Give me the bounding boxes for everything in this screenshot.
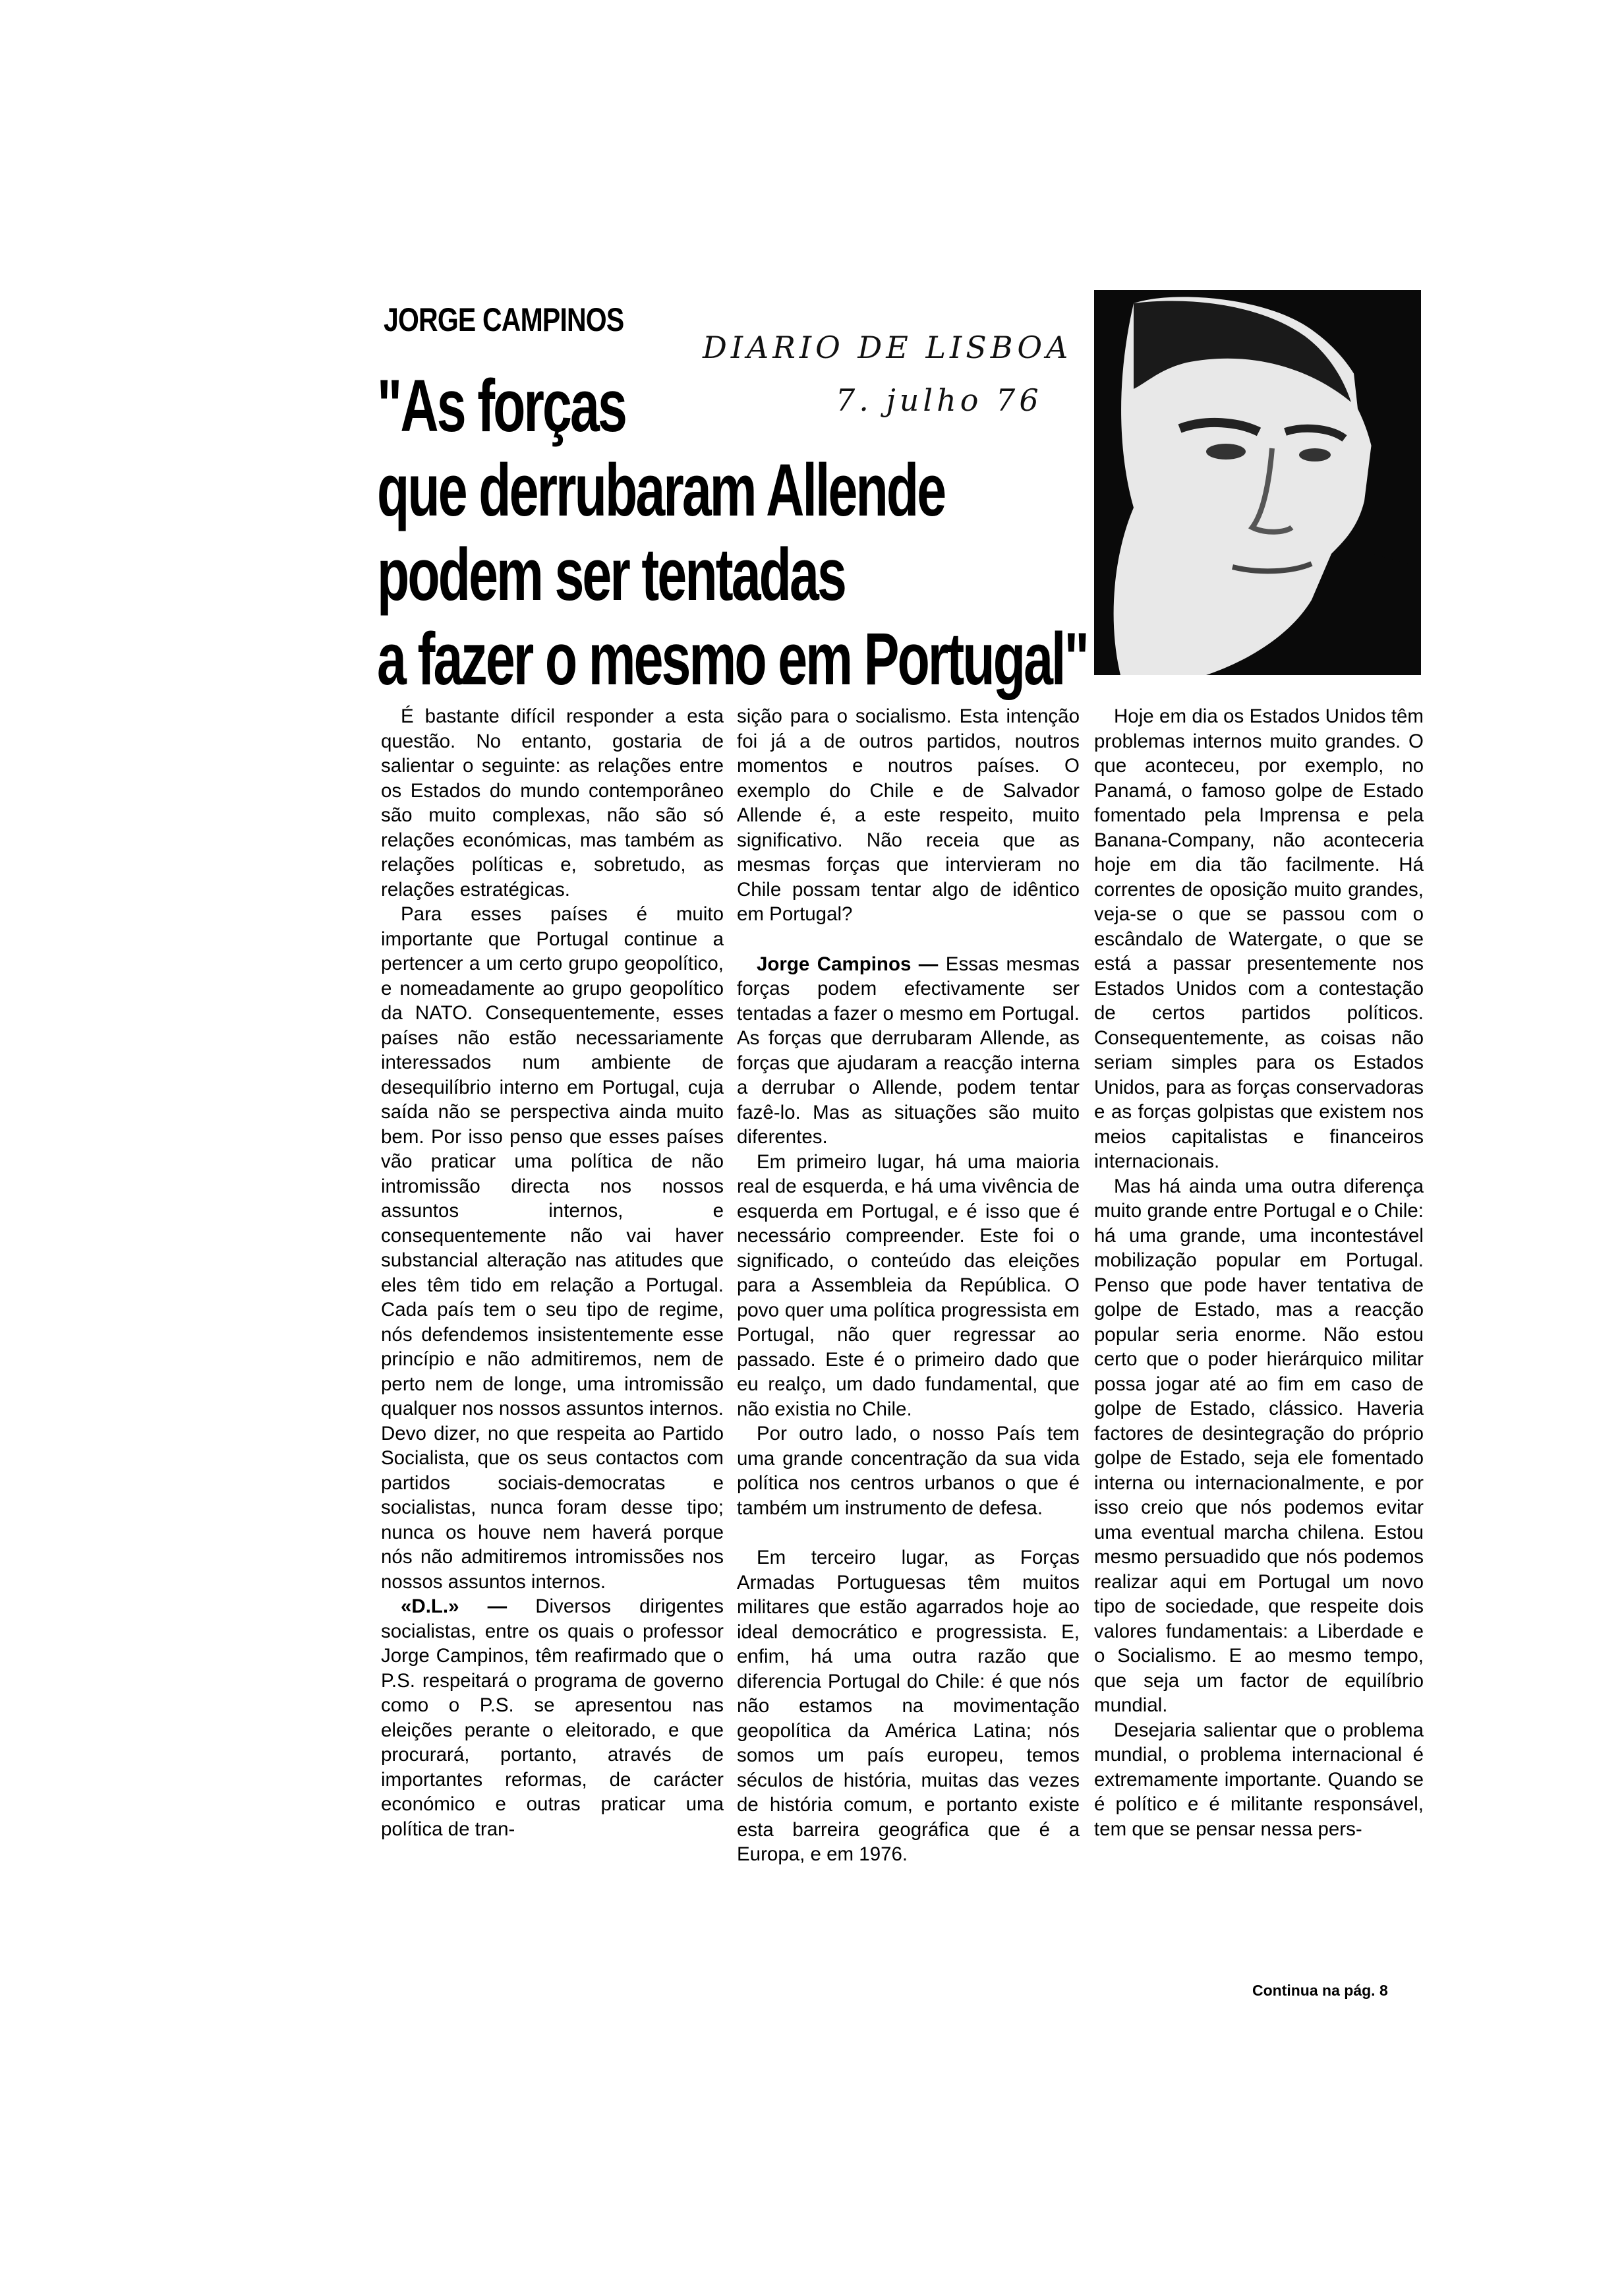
interviewee-lead: Jorge Campinos — [757,953,939,975]
handwritten-source: DIARIO DE LISBOA [703,330,1072,365]
article-column-1 [381,704,724,1841]
paragraph: Hoje em dia os Estados Unidos têm problemas internos muito grandes. O que aconteceu, por exemplo, no Panamá, o famoso golpe de Estado fomentado pela Imprensa e pela Banana-Company, não aconteceria hoje em dia tão facilmente. Há correntes de oposição muito grandes, veja-se o que se passou com o escândalo de Watergate, o que se está a passar presentemente nos Estados Unidos com a contestação de certos partidos políticos. Consequentemente, as coisas não seriam simples para os Estados Unidos, para as forças conservadoras e as forças golpistas que existem nos meios capitalistas e financeiros internacionais. [1094,705,1424,1172]
article-column-2 [737,704,1080,1867]
paragraph: Em primeiro lugar, há uma maioria real de esquerda, e há uma vivência de esquerda em Portugal, e é isso que é necessário compreender. Este foi o significado, o conteúdo das eleições para a Assembleia da República. O povo quer uma política progressista em Portugal, não quer regressar ao passado. Este é o primeiro dado que eu realço, um dado fundamental, que não existia no Chile. [737,1150,1080,1420]
paragraph: Para esses países é muito importante que Portugal continue a pertencer a um certo grupo geopolítico, e nomeadamente ao grupo geopolítico da NATO. Consequentemente, esses países não estão necessariamente interessados num ambiente de desequilíbrio interno em Portugal, cuja saída não se perspectiva ainda muito bem. Por isso penso que esses países vão praticar uma política de não intromissão directa nos nossos assuntos internos, e consequentemente não vai haver substancial alteração nas atitudes que eles têm tido em relação a Portugal. Cada país tem o seu tipo de regime, nós defendemos insistentemente esse princípio e não admitiremos, nem de perto nem de longe, uma intromissão qualquer nos nossos assuntos internos. Devo dizer, no que respeita ao Partido Socialista, que os seus contactos com partidos sociais-democratas e socialistas, nunca foram desse tipo; nunca os houve nem haverá porque nós não admitiremos intromissões nos nossos assuntos internos. [381,903,724,1593]
paragraph: sição para o socialismo. Esta intenção foi já a de outros partidos, noutros momentos e noutros países. O exemplo do Chile e de Salvador Allende é, a este respeito, muito significativo. Não receia que as mesmas forças que intervieram no Chile possam tentar algo de idêntico em Portugal? [737,705,1080,925]
portrait-icon [1094,290,1421,675]
interviewer-lead: «D.L.» — [401,1595,508,1617]
headline [377,365,1102,707]
paragraph-text: Essas mesmas forças podem efectivamente ser tentadas a fazer o mesmo em Portugal. As forças que derrubaram Allende, as forças que ajudaram a reacção interna a derrubar o Allende, podem tentar fazê-lo. Mas as situações são muito diferentes. [737,953,1080,1148]
headline-line-4: a fazer o mesmo em Portugal" [377,618,1088,700]
paragraph: Mas há ainda uma outra diferença muito grande entre Portugal e o Chile: há uma grande, uma incontestável mobilização popular em Portugal. Penso que pode haver tentativa de golpe de Estado, mas a reacção popular seria enorme. Não estou certo que o poder hierárquico militar possa jogar até ao fim em caso de golpe de Estado, clássico. Haveria factores de desintegração do próprio golpe de Estado, seja ele fomentado interna ou internacionalmente, e por isso creio que nós podemos evitar uma eventual marcha chilena. Estou mesmo persuadido que nós podemos realizar aqui em Portugal um novo tipo de sociedade, que respeite dois valores fundamentais: a Liberdade e o Socialismo. E ao mesmo tempo, que seja um factor de equilíbrio mundial. [1094,1175,1424,1716]
paragraph [381,1594,724,1841]
paragraph-text: Diversos dirigentes socialistas, entre os quais o professor Jorge Campinos, têm reafirmado que o P.S. respeitará o programa de governo como o P.S. se apresentou nas eleições perante o eleitorado, e que procurará, portanto, através de importantes reformas, de carácter económico e outras praticar uma política de tran- [381,1595,724,1840]
handwritten-date: 7. julho 76 [836,382,1043,418]
paragraph [737,952,1080,1150]
headline-line-1: "As forças [377,365,625,447]
headline-line-2: que derrubaram Allende [377,449,945,531]
paragraph: Desejaria salientar que o problema mundial, o problema internacional é extremamente importante. Quando se é político e é militante responsável, tem que se pensar nessa pers- [1094,1719,1424,1840]
paragraph: Em terceiro lugar, as Forças Armadas Portuguesas têm muitos militares que estão agarrados hoje ao ideal democrático e progressista. E, enfim, há uma outra razão que diferencia Portugal do Chile: é que nós não estamos na movimentação geopolítica da América Latina; nós somos um país europeu, temos séculos de história, muitas das vezes de história comum, e portanto existe esta barreira geográfica que é a Europa, e em 1976. [737,1547,1080,1865]
portrait-photo [1094,290,1421,675]
author-name: JORGE CAMPINOS [384,301,624,338]
paragraph: É bastante difícil responder a esta questão. No entanto, gostaria de salientar o seguinte: as relações entre os Estados do mundo contemporâneo são muito complexas, não são só relações económicas, mas também as relações políticas e, sobretudo, as relações estratégicas. [381,705,724,901]
article-column-3 [1094,704,1424,1841]
continuation-note: Continua na pág. 8 [1252,1982,1388,1999]
paragraph: Por outro lado, o nosso País tem uma grande concentração da sua vida política nos centros urbanos o que é também um instrumento de defesa. [737,1423,1080,1519]
headline-line-3: podem ser tentadas [377,533,845,616]
